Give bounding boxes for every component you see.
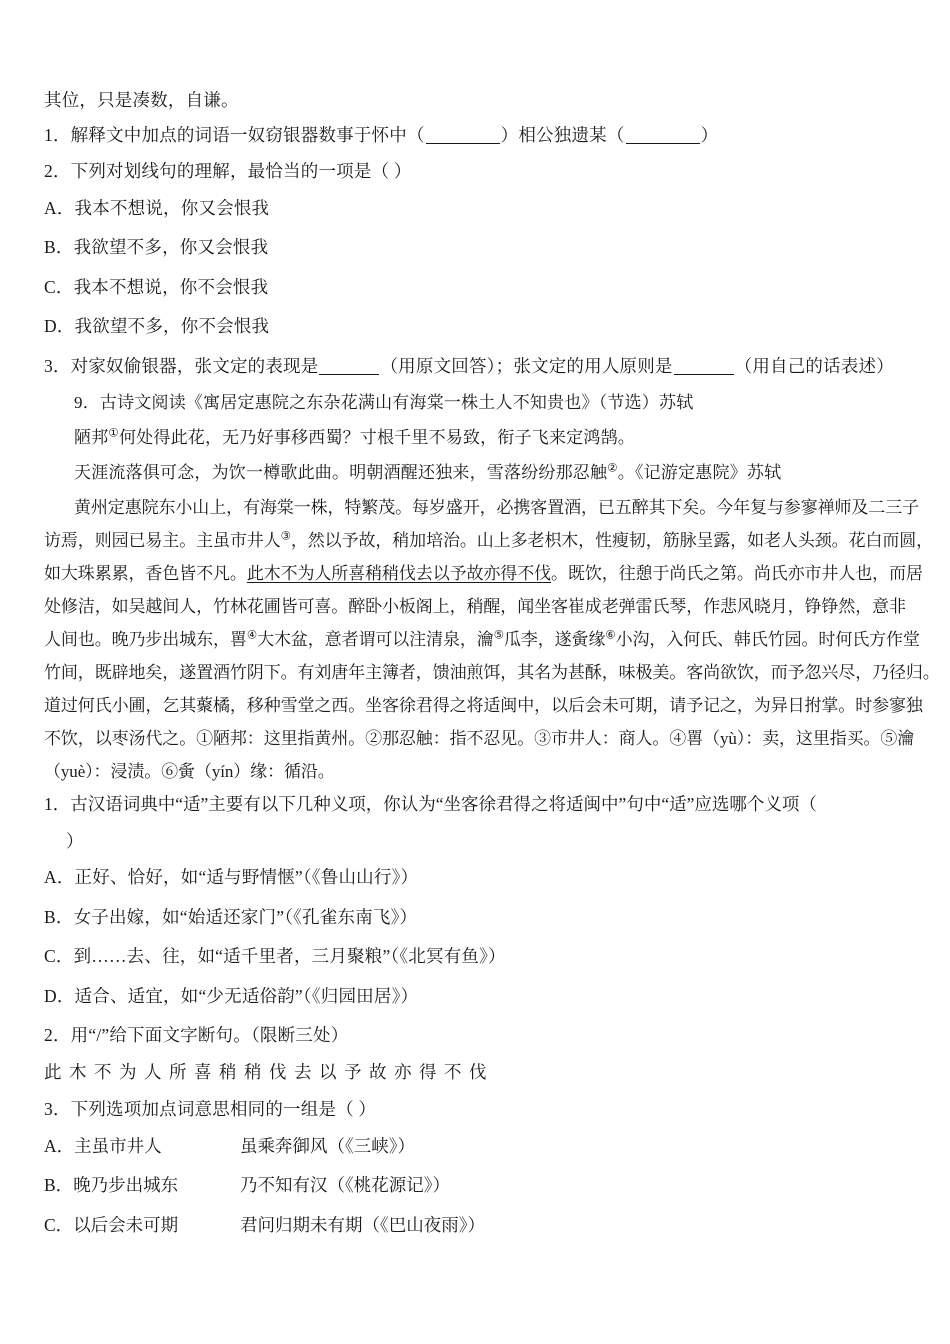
poem-line-2	[44, 461, 910, 482]
option-label: C．	[44, 276, 74, 297]
option-text-left: 以后会未可期	[73, 1214, 179, 1235]
option-text: 正好、恰好，如“适与野情惬”（《鲁山山行》）	[74, 867, 419, 887]
option-text: 我欲望不多，你不会恨我	[74, 316, 270, 336]
passage-text-e: 小沟，入何氏、韩氏竹园。时何氏方作堂	[615, 630, 920, 649]
poem-text-post: 何处得此花，无乃好事移西蜀？寸根千里不易致，衔子飞来定鸿鹄。	[118, 428, 635, 447]
question-1-group2	[44, 796, 910, 850]
option-label: B．	[44, 1175, 74, 1195]
question-number: 2．	[44, 1025, 71, 1045]
option-label: B．	[44, 237, 74, 257]
option-text-right: 君问归期未有期（《巴山夜雨》）	[240, 1214, 485, 1235]
question-number: 2．	[44, 161, 71, 181]
answer-blank[interactable]	[626, 143, 700, 144]
answer-blank[interactable]	[426, 143, 500, 144]
section-9-heading: 9．古诗文阅读《寓居定惠院之东杂花满山有海棠一株土人不知贵也》（节选）苏轼	[74, 393, 694, 412]
option-left-column	[44, 1177, 240, 1195]
passage-line-6: 竹间，既辟地矣，遂置酒竹阴下。有刘唐年主簿者，馈油煎饵，其名为甚酥，味极美。客尚欲饮，而予忽兴尽，乃径归。	[44, 663, 940, 682]
question-text-cont: ）	[66, 830, 84, 851]
question-text: 古汉语词典中“适”主要有以下几种义项，你认为“坐客徐君得之将适闽中”句中“适”应选哪个义项（	[70, 794, 817, 814]
question-number: 1．	[44, 794, 71, 814]
passage-text-pre: 访焉，则园已易主。主虽市井人	[44, 531, 281, 550]
poem-line-1	[44, 426, 910, 447]
option-label: D．	[44, 985, 75, 1006]
answer-blank[interactable]	[674, 374, 734, 375]
option-c-group1[interactable]	[44, 276, 910, 297]
option-text-right: 虽乘奔御风（《三峡》）	[240, 1135, 415, 1156]
option-d-group2[interactable]	[44, 985, 910, 1006]
question-3-group1	[44, 355, 910, 376]
option-left-column	[44, 1135, 240, 1156]
poem-text-post: 。《记游定惠院》苏轼	[617, 463, 782, 482]
question-text-part3: （用自己的话表述）	[734, 355, 894, 376]
option-label: A．	[44, 197, 75, 218]
option-text: 我欲望不多，你又会恨我	[73, 237, 269, 257]
footnote-marker-3: ③	[280, 529, 291, 543]
footnote-marker-6: ⑥	[605, 628, 616, 642]
question-text: 用“/”给下面文字断句。（限断三处）	[70, 1025, 349, 1045]
question-1-group1	[44, 124, 910, 145]
question-text-suffix: ）	[700, 124, 719, 145]
option-label: B．	[44, 906, 74, 927]
passage-footnotes-line-2: （yuè）：浸渍。⑥夤（yín）缘：循沿。	[44, 762, 335, 781]
question-text-part2: （用原文回答）；张文定的用人原则是	[380, 355, 673, 376]
option-label: A．	[44, 867, 75, 887]
option-a-group1[interactable]	[44, 197, 910, 218]
option-label: C．	[44, 1214, 74, 1235]
option-label: A．	[44, 1135, 75, 1156]
footnote-marker-2: ②	[607, 461, 618, 475]
punctuation-exercise-sentence[interactable]: 此木不为人所喜稍稍伐去以予故亦得不伐	[44, 1061, 494, 1082]
passage-footnotes-line-1: 不饮，以枣汤代之。①陋邦：这里指黄州。②那忍触：指不忍见。③市井人：商人。④嘼（yù）：卖，这里指买。⑤瀹	[44, 729, 915, 748]
passage-text-d: 瓜李，遂夤缘	[503, 630, 606, 649]
passage-line-3	[44, 564, 923, 583]
passage-line-5	[44, 628, 920, 649]
question-text: 下列选项加点词意思相同的一组是（ ）	[70, 1099, 377, 1119]
question-text-middle: ）相公独遗某（	[500, 124, 625, 145]
question-number: 1．	[44, 124, 71, 145]
option-text: 女子出嫁，如“始适还家门”（《孔雀东南飞》）	[73, 906, 418, 927]
poem-text-pre: 天涯流落俱可念，为饮一樽歌此曲。明朝酒醒还独来，雪落纷纷那忍触	[74, 463, 608, 482]
option-text: 到……去、往，如“适千里者，三月聚粮”（《北冥有鱼》）	[73, 946, 506, 966]
answer-blank[interactable]	[319, 374, 379, 375]
option-a-group2[interactable]	[44, 869, 910, 887]
poem-text-pre: 陋邦	[74, 428, 109, 447]
option-text-left: 晚乃步出城东	[73, 1175, 179, 1195]
question-number: 3．	[44, 355, 71, 376]
question-text-prefix: 解释文中加点的词语一奴窃银器数事于怀中（	[70, 124, 425, 145]
option-label: C．	[44, 946, 74, 966]
option-text: 适合、适宜，如“少无适俗韵”（《归园田居》）	[74, 985, 419, 1006]
question-3-group2	[44, 1101, 910, 1119]
passage-text-post: ，然以予故，稍加培治。山上多老枳木，性瘦韧，筋脉呈露，如老人头颈。花白而圆，	[290, 531, 934, 550]
passage-line-7: 道过何氏小圃，乞其藂橘，移种雪堂之西。坐客徐君得之将适闽中，以后会未可期，请予记之，为异日拊掌。时参寥独	[44, 696, 923, 715]
option-text: 我本不想说，你又会恨我	[74, 197, 270, 218]
passage-text-a: 人间也。晚乃步出城东，	[44, 630, 230, 649]
underlined-sentence: 此木不为人所喜稍稍伐去以予故亦得不伐	[246, 564, 552, 583]
footnote-marker-4: ④	[246, 628, 258, 642]
passage-text-c: 大木盆，意者谓可以注清泉，瀹	[257, 630, 494, 649]
option-label: D．	[44, 316, 75, 336]
passage-line-1: 黄州定惠院东小山上，有海棠一株，特繁茂。每岁盛开，必携客置酒，已五醉其下矣。今年复与参寥禅师及二三子	[74, 498, 919, 517]
option-left-column	[44, 1214, 240, 1235]
option-b-group1[interactable]	[44, 239, 910, 257]
passage-text-post: 。既饮，往憩于尚氏之第。尚氏亦市井人也，而居	[551, 564, 923, 583]
option-b-group2[interactable]	[44, 906, 910, 927]
passage-line-2	[44, 529, 934, 550]
question-number: 3．	[44, 1099, 71, 1119]
option-b-group3[interactable]	[44, 1177, 910, 1195]
option-text-left: 主虽市井人	[74, 1135, 162, 1156]
option-c-group3[interactable]	[44, 1214, 910, 1235]
top-fragment-line: 其位，只是凑数，自谦。	[44, 90, 239, 110]
question-2-group2	[44, 1027, 910, 1045]
passage-text-pre: 如大珠累累，香色皆不凡。	[44, 564, 247, 583]
option-a-group3[interactable]	[44, 1135, 910, 1156]
footnote-marker-1: ①	[108, 426, 119, 440]
question-text: 下列对划线句的理解，最恰当的一项是（ ）	[70, 161, 412, 181]
question-text-part1: 对家奴偷银器，张文定的表现是	[70, 355, 319, 376]
option-c-group2[interactable]	[44, 948, 910, 966]
option-text-right: 乃不知有汉（《桃花源记》）	[240, 1175, 450, 1195]
question-2-group1	[44, 163, 910, 181]
option-text: 我本不想说，你不会恨我	[73, 276, 269, 297]
passage-line-4: 处修洁，如吴越间人，竹林花圃皆可喜。醉卧小板阁上，稍醒，闻坐客崔成老弹雷氏琴，作悲风晓月，铮铮然，意非	[44, 597, 906, 616]
footnote-marker-5: ⑤	[493, 628, 504, 642]
passage-char-yu: 嘼	[229, 630, 247, 649]
option-d-group1[interactable]	[44, 318, 910, 336]
